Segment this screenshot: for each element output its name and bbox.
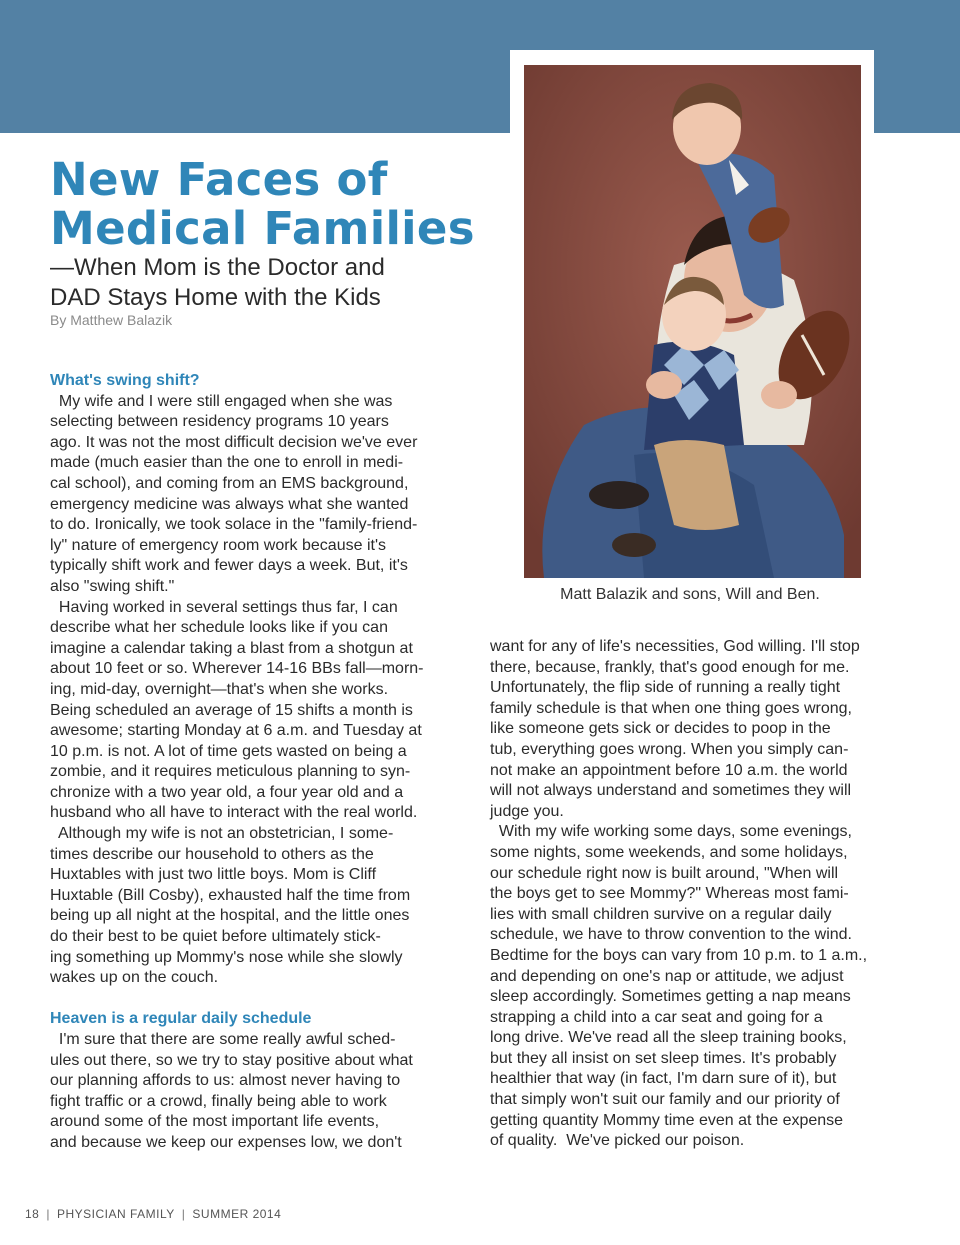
text-line: strapping a child into a car seat and going for a bbox=[490, 1008, 823, 1026]
text-line: ly" nature of emergency room work because it's bbox=[50, 536, 386, 554]
text-line: Bedtime for the boys can vary from 10 p.m. to 1 a.m., bbox=[490, 946, 868, 964]
text-line: ago. It was not the most difficult decision we've ever bbox=[50, 433, 418, 451]
text-line: around some of the most important life events, bbox=[50, 1113, 380, 1131]
section-heading: Heaven is a regular daily schedule bbox=[50, 1010, 312, 1028]
section-body bbox=[50, 392, 475, 989]
text-line: our schedule right now is built around, "When will bbox=[490, 864, 839, 882]
byline: By Matthew Balazik bbox=[50, 312, 173, 328]
text-line: to do. Ironically, we took solace in the "family-friend- bbox=[50, 516, 418, 534]
text-line: describe what her schedule looks like if you can bbox=[50, 619, 388, 637]
text-line: 10 p.m. is not. A lot of time gets wasted on being a bbox=[50, 742, 407, 760]
text-line: getting quantity Mommy time even at the expense bbox=[490, 1111, 844, 1129]
text-line: fight traffic or a crowd, finally being able to work bbox=[50, 1092, 387, 1110]
text-line: Although my wife is not an obstetrician, I some- bbox=[50, 825, 394, 843]
text-line: some nights, some weekends, and some holidays, bbox=[490, 843, 848, 861]
text-line: and because we keep our expenses low, we don't bbox=[50, 1133, 402, 1151]
text-line: also "swing shift." bbox=[50, 577, 175, 595]
text-line: chronize with a two year old, a four year old and a bbox=[50, 783, 404, 801]
issue-label: SUMMER 2014 bbox=[192, 1207, 282, 1221]
text-line: selecting between residency programs 10 years bbox=[50, 413, 389, 431]
text-line: schedule, we have to throw convention to the wind. bbox=[490, 926, 852, 944]
article-title bbox=[50, 155, 490, 253]
text-line: My wife and I were still engaged when she was bbox=[50, 392, 393, 410]
text-line: tub, everything goes wrong. When you simply can- bbox=[490, 740, 849, 758]
text-line: sleep accordingly. Sometimes getting a nap means bbox=[490, 988, 851, 1006]
text-line: Huxtables with just two little boys. Mom is Cliff bbox=[50, 866, 377, 884]
title-line: New Faces of bbox=[50, 153, 388, 206]
footer-separator: | bbox=[46, 1207, 50, 1221]
text-line: husband who all have to interact with the real world. bbox=[50, 804, 418, 822]
text-line: typically shift work and fewer days a week. But, it's bbox=[50, 557, 408, 575]
text-line: that simply won't suit our family and our priority of bbox=[490, 1091, 840, 1109]
column-body bbox=[490, 637, 915, 1152]
right-column bbox=[490, 637, 915, 1152]
text-line: judge you. bbox=[490, 802, 564, 820]
subtitle-line: —When Mom is the Doctor and bbox=[50, 254, 385, 281]
text-line: times describe our household to others as the bbox=[50, 845, 374, 863]
text-line: our planning affords to us: almost never having to bbox=[50, 1072, 401, 1090]
text-line: ing something up Mommy's nose while she slowly bbox=[50, 948, 403, 966]
publication-name: PHYSICIAN FAMILY bbox=[56, 1207, 175, 1221]
text-line: there, because, frankly, that's good enough for me. bbox=[490, 658, 850, 676]
family-photo bbox=[524, 65, 861, 578]
text-line: ing, mid-day, overnight—that's when she works. bbox=[50, 680, 389, 698]
text-line: ules out there, so we try to stay positive about what bbox=[50, 1051, 413, 1069]
text-line: being up all night at the hospital, and the little ones bbox=[50, 907, 410, 925]
text-line: about 10 feet or so. Wherever 14-16 BBs fall—morn- bbox=[50, 660, 424, 678]
text-line: want for any of life's necessities, God willing. I'll stop bbox=[490, 638, 860, 655]
text-line: emergency medicine was always what she wanted bbox=[50, 495, 409, 513]
text-line: the boys get to see Mommy?" Whereas most fami- bbox=[490, 885, 849, 903]
text-line: not make an appointment before 10 a.m. the world bbox=[490, 761, 848, 779]
text-line: wakes up on the couch. bbox=[50, 969, 219, 987]
text-line: of quality. We've picked our poison. bbox=[490, 1132, 745, 1150]
text-line: family schedule is that when one thing goes wrong, bbox=[490, 699, 852, 717]
text-line: will not always understand and sometimes they will bbox=[490, 782, 852, 800]
section-body bbox=[50, 1030, 475, 1154]
text-line: and depending on one's nap or attitude, we adjust bbox=[490, 967, 844, 985]
page-number: 18 bbox=[25, 1207, 40, 1221]
text-line: zombie, and it requires meticulous planning to syn- bbox=[50, 763, 411, 781]
text-line: Being scheduled an average of 15 shifts a month is bbox=[50, 701, 413, 719]
text-line: Unfortunately, the flip side of running a really tight bbox=[490, 679, 841, 697]
article-subtitle bbox=[50, 253, 490, 313]
text-line: long drive. We've read all the sleep training books, bbox=[490, 1029, 847, 1047]
section-heading: What's swing shift? bbox=[50, 372, 200, 389]
text-line: With my wife working some days, some evenings, bbox=[490, 823, 852, 841]
text-line: made (much easier than the one to enroll in medi- bbox=[50, 454, 404, 472]
text-line: healthier that way (in fact, I'm darn sure of it), but bbox=[490, 1070, 837, 1088]
photo-caption: Matt Balazik and sons, Will and Ben. bbox=[560, 586, 820, 603]
title-line: Medical Families bbox=[50, 202, 475, 255]
text-line: like someone gets sick or decides to poop in the bbox=[490, 720, 831, 738]
text-line: Having worked in several settings thus far, I can bbox=[50, 598, 398, 616]
text-line: Huxtable (Bill Cosby), exhausted half the time from bbox=[50, 886, 411, 904]
subtitle-line: DAD Stays Home with the Kids bbox=[50, 284, 381, 311]
text-line: do their best to be quiet before ultimately stick- bbox=[50, 928, 381, 946]
family-photo-illustration bbox=[524, 65, 861, 578]
text-line: imagine a calendar taking a blast from a shotgun at bbox=[50, 639, 413, 657]
text-line: but they all insist on set sleep times. It's probably bbox=[490, 1049, 837, 1067]
left-column bbox=[50, 371, 475, 1154]
text-line: cal school), and coming from an EMS background, bbox=[50, 474, 409, 492]
page-footer bbox=[25, 1206, 281, 1222]
footer-separator: | bbox=[181, 1207, 186, 1221]
text-line: lies with small children survive on a regular daily bbox=[490, 905, 832, 923]
text-line: awesome; starting Monday at 6 a.m. and Tuesday at bbox=[50, 722, 422, 740]
text-line: I'm sure that there are some really awful sched- bbox=[50, 1031, 396, 1048]
